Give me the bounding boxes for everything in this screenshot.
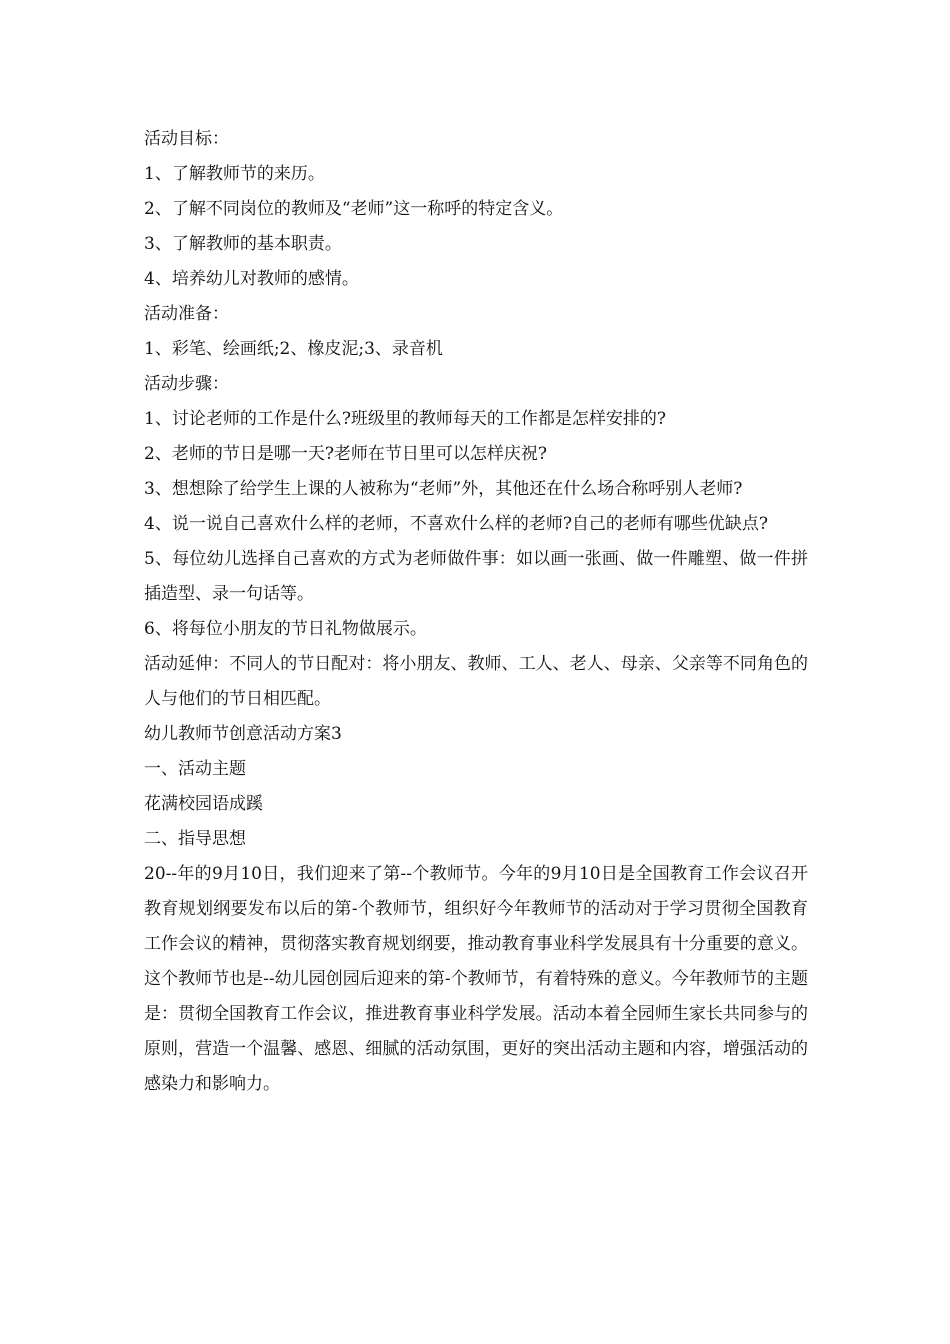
step-item-5: 5、每位幼儿选择自己喜欢的方式为老师做件事：如以画一张画、做一件雕塑、做一件拼插造型、录一句话等。 (144, 549, 808, 604)
section-heading-goals: 活动目标： (144, 129, 229, 149)
section-heading-preparation: 活动准备： (144, 304, 229, 324)
activity-extension: 活动延伸：不同人的节日配对：将小朋友、教师、工人、老人、母亲、父亲等不同角色的人与他们的节日相匹配。 (144, 654, 808, 709)
goal-item-2: 2、了解不同岗位的教师及“老师”这一称呼的特定含义。 (144, 199, 564, 219)
theme-text: 花满校园语成蹊 (144, 794, 263, 814)
step-item-6: 6、将每位小朋友的节日礼物做展示。 (144, 619, 427, 639)
guiding-ideology-paragraph: 20--年的9月10日，我们迎来了第--个教师节。今年的9月10日是全国教育工作会议召开教育规划纲要发布以后的第-个教师节，组织好今年教师节的活动对于学习贯彻全国教育工作会议的精神，贯彻落实教育规划纲要，推动教育事业科学发展具有十分重要的意义。这个教师节也是--幼儿园创园后迎来的第-个教师节，有着特殊的意义。今年教师节的主题是：贯彻全国教育工作会议，推进教育事业科学发展。活动本着全园师生家长共同参与的原则，营造一个温馨、感恩、细腻的活动氛围，更好的突出活动主题和内容，增强活动的感染力和影响力。 (144, 864, 808, 1094)
step-item-2: 2、老师的节日是哪一天?老师在节日里可以怎样庆祝? (144, 444, 548, 464)
plan-title: 幼儿教师节创意活动方案3 (144, 724, 342, 744)
step-item-1: 1、讨论老师的工作是什么?班级里的教师每天的工作都是怎样安排的? (144, 409, 667, 429)
section-heading-guiding-ideology: 二、指导思想 (144, 829, 246, 849)
document-body (144, 122, 808, 1102)
goal-item-3: 3、了解教师的基本职责。 (144, 234, 342, 254)
step-item-4: 4、说一说自己喜欢什么样的老师，不喜欢什么样的老师?自己的老师有哪些优缺点? (144, 514, 769, 534)
goal-item-1: 1、了解教师节的来历。 (144, 164, 325, 184)
goal-item-4: 4、培养幼儿对教师的感情。 (144, 269, 359, 289)
step-item-3: 3、想想除了给学生上课的人被称为“老师”外，其他还在什么场合称呼别人老师? (144, 479, 743, 499)
section-heading-theme: 一、活动主题 (144, 759, 246, 779)
preparation-items: 1、彩笔、绘画纸;2、橡皮泥;3、录音机 (144, 339, 443, 359)
section-heading-steps: 活动步骤： (144, 374, 229, 394)
